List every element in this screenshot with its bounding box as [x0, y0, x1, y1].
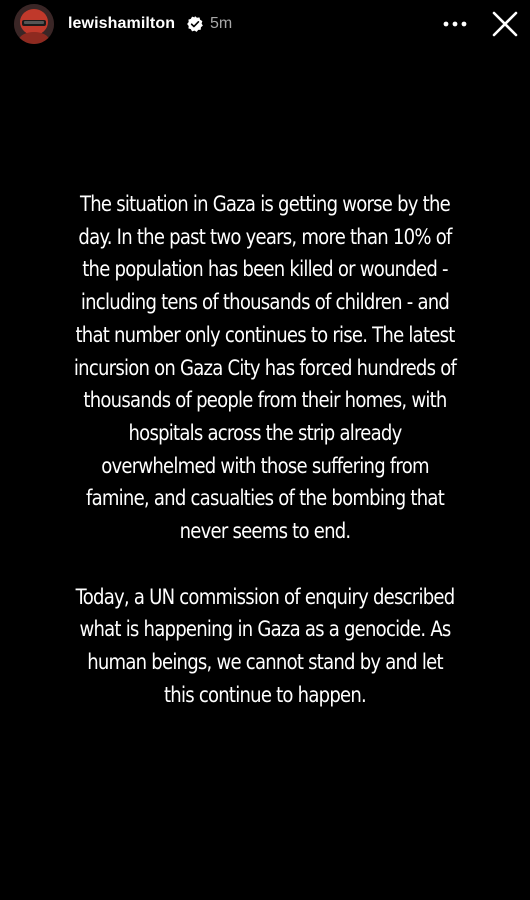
close-icon [490, 9, 520, 39]
more-options-button[interactable] [440, 10, 470, 38]
verified-badge-icon [186, 15, 204, 33]
story-paragraph: Today, a UN commission of enquiry described what is happening in Gaza as a genocide. As human beings, we cannot stand by and let this continue to happen. [75, 584, 455, 707]
avatar-image [14, 4, 54, 44]
story-header [0, 0, 530, 48]
username[interactable]: lewishamilton [68, 15, 176, 32]
close-button[interactable] [490, 9, 520, 39]
story-timestamp: 5m [210, 15, 233, 32]
more-horizontal-icon [440, 10, 470, 38]
story-text [72, 188, 459, 712]
story-paragraph: The situation in Gaza is getting worse by the day. In the past two years, more than 10% of the population has been killed or wounded - including tens of thousands of children - and that number only continues to rise. The latest incursion on Gaza City has forced hundreds of thousands of people from their homes, with hospitals across the strip already overwhelmed with those suffering from famine, and casualties of the bombing that never seems to end. [73, 192, 457, 544]
avatar[interactable] [14, 4, 54, 44]
